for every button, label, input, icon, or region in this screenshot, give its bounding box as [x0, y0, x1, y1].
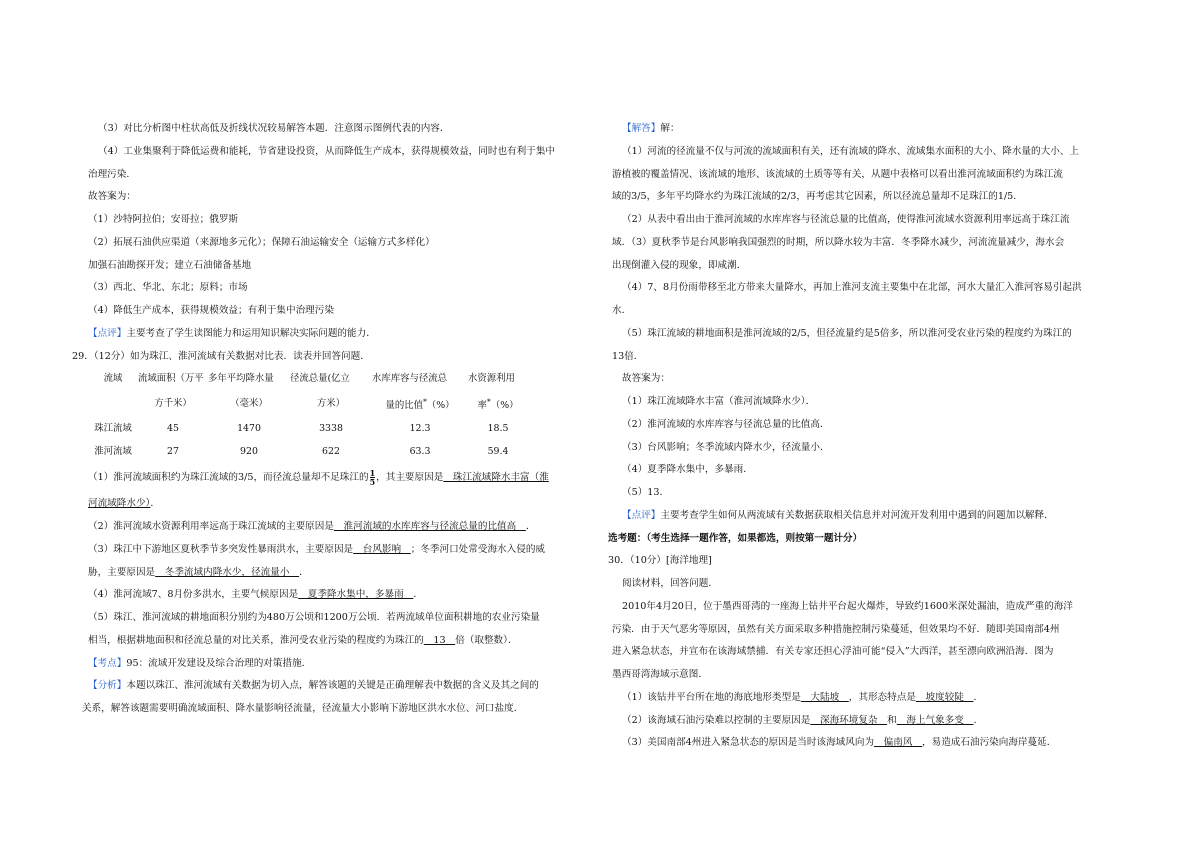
table-header-cell: 径流总量(亿立 [290, 373, 350, 385]
sub-question-3-cont [88, 562, 570, 585]
comment-tag: 【点评】 [88, 327, 127, 339]
answer-text: 海上气象多变 [896, 714, 974, 726]
sub-question-1 [612, 687, 1112, 710]
comment-text: 主要考查了学生读图能力和运用知识解决实际问题的能力． [126, 327, 376, 339]
text-line: （2）从表中看出由于淮河流域的水库库容与径流总量的比值高，使得淮河流域水资源利用率远高于珠江流 [622, 214, 1070, 225]
answer-text: 偏南风 [874, 737, 923, 749]
table-header-cell: 水库库容与径流总 [372, 373, 448, 385]
text-line: 进入紧急状态，并宣布在该海域禁捕．有关专家还担心浮油可能“侵入”大西洋，甚至漂向欧洲沿海．图为 [612, 646, 1054, 658]
comment-tag: 【点评】 [622, 509, 661, 521]
text-line: （3）西北、华北、东北；原料；市场 [88, 282, 248, 294]
punctuation: ． [413, 589, 423, 601]
sub-question-1-cont [88, 493, 570, 516]
question-text: （1）淮河流域面积约为珠江流域的3/5，而径流总量却不足珠江的 [88, 472, 369, 484]
table-header-cell: 流域 [103, 373, 123, 385]
text-line: 域．（3）夏秋季节是台风影响我国强烈的时期，所以降水较为丰富．冬季降水减少，河流流量减少，海水会 [612, 236, 1065, 248]
fraction-numerator: 1 [369, 468, 376, 479]
table-header-cell: 流域面积（万平 [138, 373, 204, 385]
analysis [88, 675, 570, 698]
sub-question-3 [612, 732, 1112, 755]
text-line: 域的3/5，多年平均降水约为珠江流域的2/3，再考虑其它因素，所以径流总量却不足珠江的1/5． [612, 191, 1023, 203]
answer-text: 夏季降水集中，多暴雨 [298, 589, 414, 601]
text-line: （1）珠江流域降水丰富（淮河流域降水少）． [622, 396, 816, 407]
question-text: （4）淮河流域7、8月份多洪水，主要气候原因是 [88, 589, 299, 601]
table-header-cell: 方米） [316, 398, 346, 410]
question-text: ；冬季河口处常受海水入侵的威 [410, 543, 546, 555]
answer-text: 淮河流域的水库库容与径流总量的比值高 [333, 521, 526, 533]
text-line: （4）工业集聚利于降低运费和能耗，节省建设投资，从而降低生产成本，获得规模效益，同时也有利于集中 [98, 145, 556, 157]
text-line: （1）河流的径流量不仅与河流的流域面积有关，还有流域的降水、流域集水面积的大小、降水量的大小、上 [622, 145, 1080, 157]
table-cell: 63.3 [409, 445, 431, 457]
table-cell: 59.4 [487, 445, 509, 457]
sub-question-2 [88, 516, 570, 539]
text-line: （1）沙特阿拉伯；安哥拉；俄罗斯 [88, 214, 239, 225]
header-unit: （%） [490, 400, 519, 412]
table-header-cell: 方千米） [154, 398, 192, 410]
elective-heading: 选考题：（考生选择一题作答，如果都选，则按第一题计分） [608, 532, 863, 544]
text-line: （4）7、8月份雨带移至北方带来大量降水，再加上淮河支流主要集中在北部，河水大量汇入淮河容易引起洪 [622, 282, 1082, 294]
table-cell: 12.3 [409, 422, 431, 434]
table-header-cell: （毫米） [230, 398, 268, 410]
text-line: （4）降低生产成本，获得规模效益；有利于集中治理污染 [88, 305, 334, 316]
text-line: 水． [612, 305, 632, 316]
text-line: （5）13． [622, 487, 670, 498]
punctuation: ． [525, 521, 536, 533]
question-text: ，易造成石油污染向海岸蔓延． [922, 737, 1057, 749]
text-line: 加强石油勘探开发；建立石油储备基地 [88, 259, 252, 271]
text-line: （2）淮河流域的水库库容与径流总量的比值高． [622, 418, 830, 430]
text-line: 治理污染． [88, 168, 136, 180]
table-header-cell [468, 391, 528, 418]
text-line: （4）夏季降水集中，多暴雨． [622, 464, 753, 476]
table-cell: 珠江流域 [94, 422, 132, 434]
right-column [608, 118, 1112, 755]
sub-question-2 [612, 710, 1112, 733]
footnote-mark: * [486, 397, 491, 406]
answer-text: 河流域降水少） [88, 498, 151, 510]
text-line: 游植被的覆盖情况、该流域的地形、该流域的土质等等有关，从题中表格可以看出淮河流域面积约为珠江流 [612, 168, 1063, 180]
sub-question-5: （5）珠江、淮河流域的耕地面积分别约为480万公顷和1200万公顷．若两流域单位面积耕地的农业污染量 [88, 612, 540, 624]
question-text: 倍（取整数）． [455, 634, 518, 646]
answer-text: 坡度较陡 [915, 691, 974, 703]
punctuation: ． [299, 566, 309, 578]
footnote-mark: * [422, 397, 427, 406]
text-line: 阅读材料，回答问题． [622, 578, 718, 589]
basin-comparison-table [88, 368, 528, 463]
sub-question-5-cont [88, 630, 570, 653]
header-unit: （%） [426, 400, 455, 412]
table-cell: 622 [322, 445, 340, 457]
question-text: 和 [887, 714, 897, 726]
table-cell: 1470 [237, 422, 261, 434]
text-line: 出现倒灌入侵的现象，即咸潮． [612, 259, 747, 271]
answer-text: 13 [423, 634, 456, 646]
sub-question-3 [88, 539, 570, 562]
table-cell: 18.5 [487, 422, 509, 434]
table-cell: 920 [240, 445, 258, 457]
question-text: ，其形态特点是 [848, 691, 916, 703]
table-header-cell: 水资源利用 [468, 373, 515, 385]
text-line: 墨西哥湾海域示意图． [612, 669, 708, 680]
question-text: ，其主要原因是 [376, 472, 444, 484]
table-cell: 27 [167, 445, 179, 457]
answer-text: 台风影响 [353, 543, 411, 555]
knowledge-text: 95：流域开发建设及综合治理的对策措施． [126, 657, 312, 669]
table-row [88, 441, 528, 464]
punctuation: ． [973, 691, 984, 703]
table-header-cell [88, 391, 138, 418]
left-column [72, 118, 570, 721]
table-cell: 45 [167, 422, 179, 434]
text-line: （3）台风影响；冬季流域内降水少，径流量小． [622, 441, 830, 453]
fraction [370, 469, 376, 486]
question-text: （1）该钻井平台所在地的海底地形类型是 [622, 691, 801, 703]
analysis-text: 本题以珠江、淮河流域有关数据为切入点，解答该题的关键是正确理解表中数据的含义及其之间的 [126, 680, 539, 692]
table-cell: 淮河流域 [94, 445, 132, 457]
question-30-title: 30．（10分）[海洋地理] [608, 555, 712, 567]
answer-text: 解： [660, 123, 680, 134]
question-text: （2）淮河流域水资源利用率远高于珠江流域的主要原因是 [88, 521, 334, 533]
analysis-tag: 【分析】 [88, 680, 127, 692]
question-29-title: 29．（12分）如为珠江、淮河流域有关数据对比表．读表并回答问题． [72, 350, 370, 362]
table-header-row [88, 368, 528, 391]
question-text: （3）珠江中下游地区夏秋季节多突发性暴雨洪水，主要原因是 [88, 543, 354, 555]
punctuation: ． [150, 498, 160, 510]
text-line: （5）珠江流域的耕地面积是淮河流域的2/5，但径流量约是5倍多，所以淮河受农业污染的程度约为珠江的 [622, 327, 1072, 339]
answer-tag: 【解答】 [622, 123, 661, 134]
analysis-cont: 关系，解答该题需要明确流域面积、降水量影响径流量，径流量大小影响下游地区洪水水位、河口盐度． [82, 703, 524, 715]
text-line: （3）对比分析图中柱状高低及折线状况较易解答本题．注意图示图例代表的内容． [98, 123, 450, 134]
table-header-cell: 多年平均降水量 [208, 373, 274, 385]
text-line: 故答案为： [622, 373, 670, 385]
table-header-cell [372, 391, 468, 418]
punctuation: ． [973, 714, 984, 726]
text-line: 故答案为： [88, 191, 136, 203]
header-text: 量的比值 [385, 400, 423, 412]
header-text: 率 [477, 400, 487, 412]
question-text: 胁，主要原因是 [88, 566, 156, 578]
fraction-denominator: 5 [369, 477, 376, 488]
sub-question-1 [88, 463, 570, 493]
text-line: 13倍． [612, 350, 644, 362]
answer-text: 冬季流域内降水少，径流量小 [155, 566, 300, 578]
text-line: 2010年4月20日，位于墨西哥湾的一座海上钻井平台起火爆炸，导致约1600米深处漏油，造成严重的海洋 [622, 600, 1073, 612]
question-text: （3）美国南部4州进入紧急状态的原因是当时该海域风向为 [622, 737, 875, 749]
sub-question-4 [88, 584, 570, 607]
comment-line [88, 323, 570, 346]
comment-line [612, 505, 1112, 528]
table-row [88, 418, 528, 441]
answer-heading [612, 118, 1112, 141]
answer-text: 深海环境复杂 [810, 714, 888, 726]
table-header-row [88, 391, 528, 418]
knowledge-point [88, 653, 570, 676]
knowledge-tag: 【考点】 [88, 657, 127, 669]
comment-text: 主要考查学生如何从两流域有关数据获取相关信息并对河流开发利用中遇到的问题加以解释． [660, 509, 1054, 521]
table-cell: 3338 [319, 422, 343, 434]
answer-text: 珠江流域降水丰富（淮 [443, 472, 549, 484]
text-line: 污染．由于天气恶劣等原因，虽然有关方面采取多种措施控制污染蔓延，但效果均不好．随即美国南部4州 [612, 623, 1060, 635]
answer-text: 大陆坡 [800, 691, 849, 703]
question-text: 相当，根据耕地面积和径流总量的对比关系，淮河受农业污染的程度约为珠江的 [88, 634, 424, 646]
text-line: （2）拓展石油供应渠道（来源地多元化）；保障石油运输安全（运输方式多样化） [88, 236, 435, 248]
question-text: （2）该海域石油污染难以控制的主要原因是 [622, 714, 811, 726]
